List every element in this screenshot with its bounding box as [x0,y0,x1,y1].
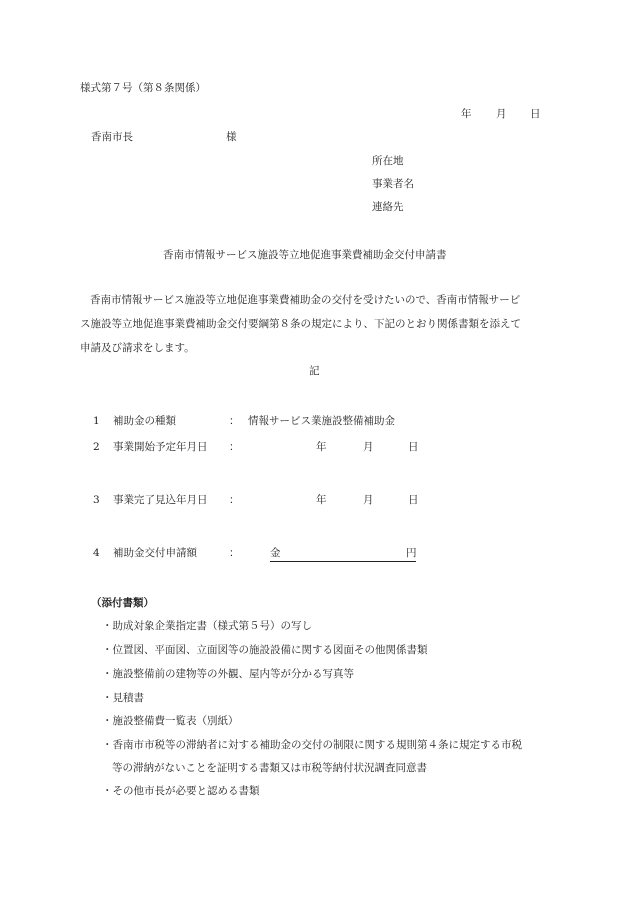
item-colon: ： [229,415,240,427]
item-amount-suffix: 円 [406,547,417,559]
item-day: 日 [408,441,419,453]
attachment-item: ・施設整備前の建物等の外観、屋内等が分かる写真等 [102,668,354,680]
item-number: 4 [93,547,100,559]
item-number: 2 [93,441,100,453]
amount-underline [270,548,416,562]
item-number: 1 [93,415,100,427]
item-number: 3 [93,494,100,506]
item-month: 月 [363,494,374,506]
item-colon: ： [229,547,240,559]
form-number: 様式第７号（第８条関係） [80,82,206,94]
attachment-item: ・助成対象企業指定書（様式第５号）の写し [102,620,312,632]
item-colon: ： [229,494,240,506]
item-label: 事業開始予定年月日 [113,441,208,453]
item-label: 事業完了見込年月日 [113,494,208,506]
item-label: 補助金の種類 [113,415,176,427]
body-line-2: ス施設等立地促進事業費補助金交付要綱第８条の規定により、下記のとおり関係書類を添えて [80,318,521,330]
date-day-label: 日 [530,108,541,120]
item-label: 補助金交付申請額 [113,547,197,559]
body-line-3: 申請及び請求をします。 [80,342,195,354]
item-year: 年 [316,494,327,506]
body-line-1: 香南市情報サービス施設等立地促進事業費補助金の交付を受けたいので、香南市情報サービ [90,294,521,306]
attachment-item: ・施設整備費一覧表（別紙） [102,715,239,727]
attachment-item: ・香南市市税等の滞納者に対する補助金の交付の制限に関する規則第４条に規定する市税 [102,739,522,751]
date-year-label: 年 [461,108,472,120]
attachment-item: ・位置図、平面図、立面図等の施設設備に関する図面その他関係書類 [102,644,428,656]
item-month: 月 [363,441,374,453]
addressee-honorific: 様 [226,131,237,143]
contact-label: 連絡先 [372,201,404,213]
attachments-heading: （添付書類） [91,597,154,609]
attachment-item-continuation: 等の滞納がないことを証明する書類又は市税等納付状況調査同意書 [112,762,427,774]
item-colon: ： [229,441,240,453]
item-day: 日 [408,494,419,506]
attachment-item: ・その他市長が必要と認める書類 [102,785,260,797]
address-label: 所在地 [372,155,404,167]
ki-heading: 記 [309,365,320,377]
business-name-label: 事業者名 [372,178,414,190]
item-year: 年 [316,441,327,453]
addressee-name: 香南市長 [91,131,133,143]
document-title: 香南市情報サービス施設等立地促進事業費補助金交付申請書 [163,249,447,261]
item-value: 情報サービス業施設整備補助金 [248,415,395,427]
item-amount-prefix: 金 [270,547,281,559]
date-month-label: 月 [496,108,507,120]
attachment-item: ・見積書 [102,692,144,704]
